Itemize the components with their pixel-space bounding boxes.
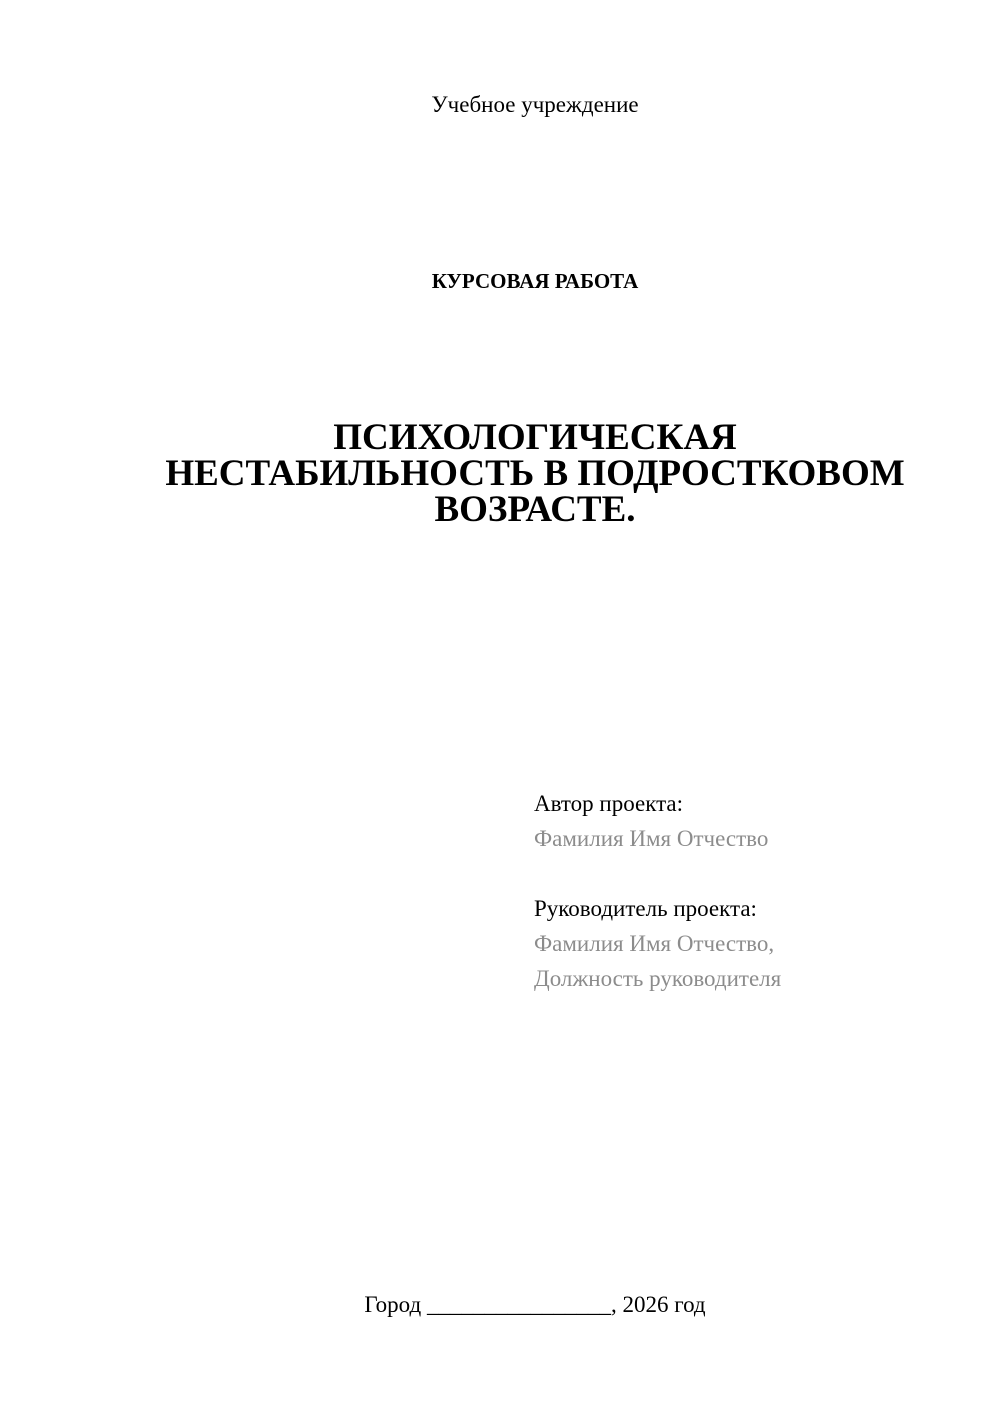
document-type: КУРСОВАЯ РАБОТА [431,269,639,293]
author-name: Фамилия Имя Отчество [534,826,769,851]
document-title-line: НЕСТАБИЛЬНОСТЬ В ПОДРОСТКОВОМ [165,453,905,494]
supervisor-position: Должность руководителя [534,966,782,991]
supervisor-name: Фамилия Имя Отчество, [534,931,775,956]
city-year-line: Город ________________, 2026 год [364,1292,706,1317]
document-title [120,417,950,530]
author-label: Автор проекта: [534,791,683,816]
document-title-line: ПСИХОЛОГИЧЕСКАЯ [333,417,737,458]
credits-spacer [534,856,974,891]
supervisor-label: Руководитель проекта: [534,896,757,921]
document-title-line: ВОЗРАСТЕ. [434,489,636,530]
institution-name: Учебное учреждение [431,92,639,117]
credits-block [534,786,974,996]
